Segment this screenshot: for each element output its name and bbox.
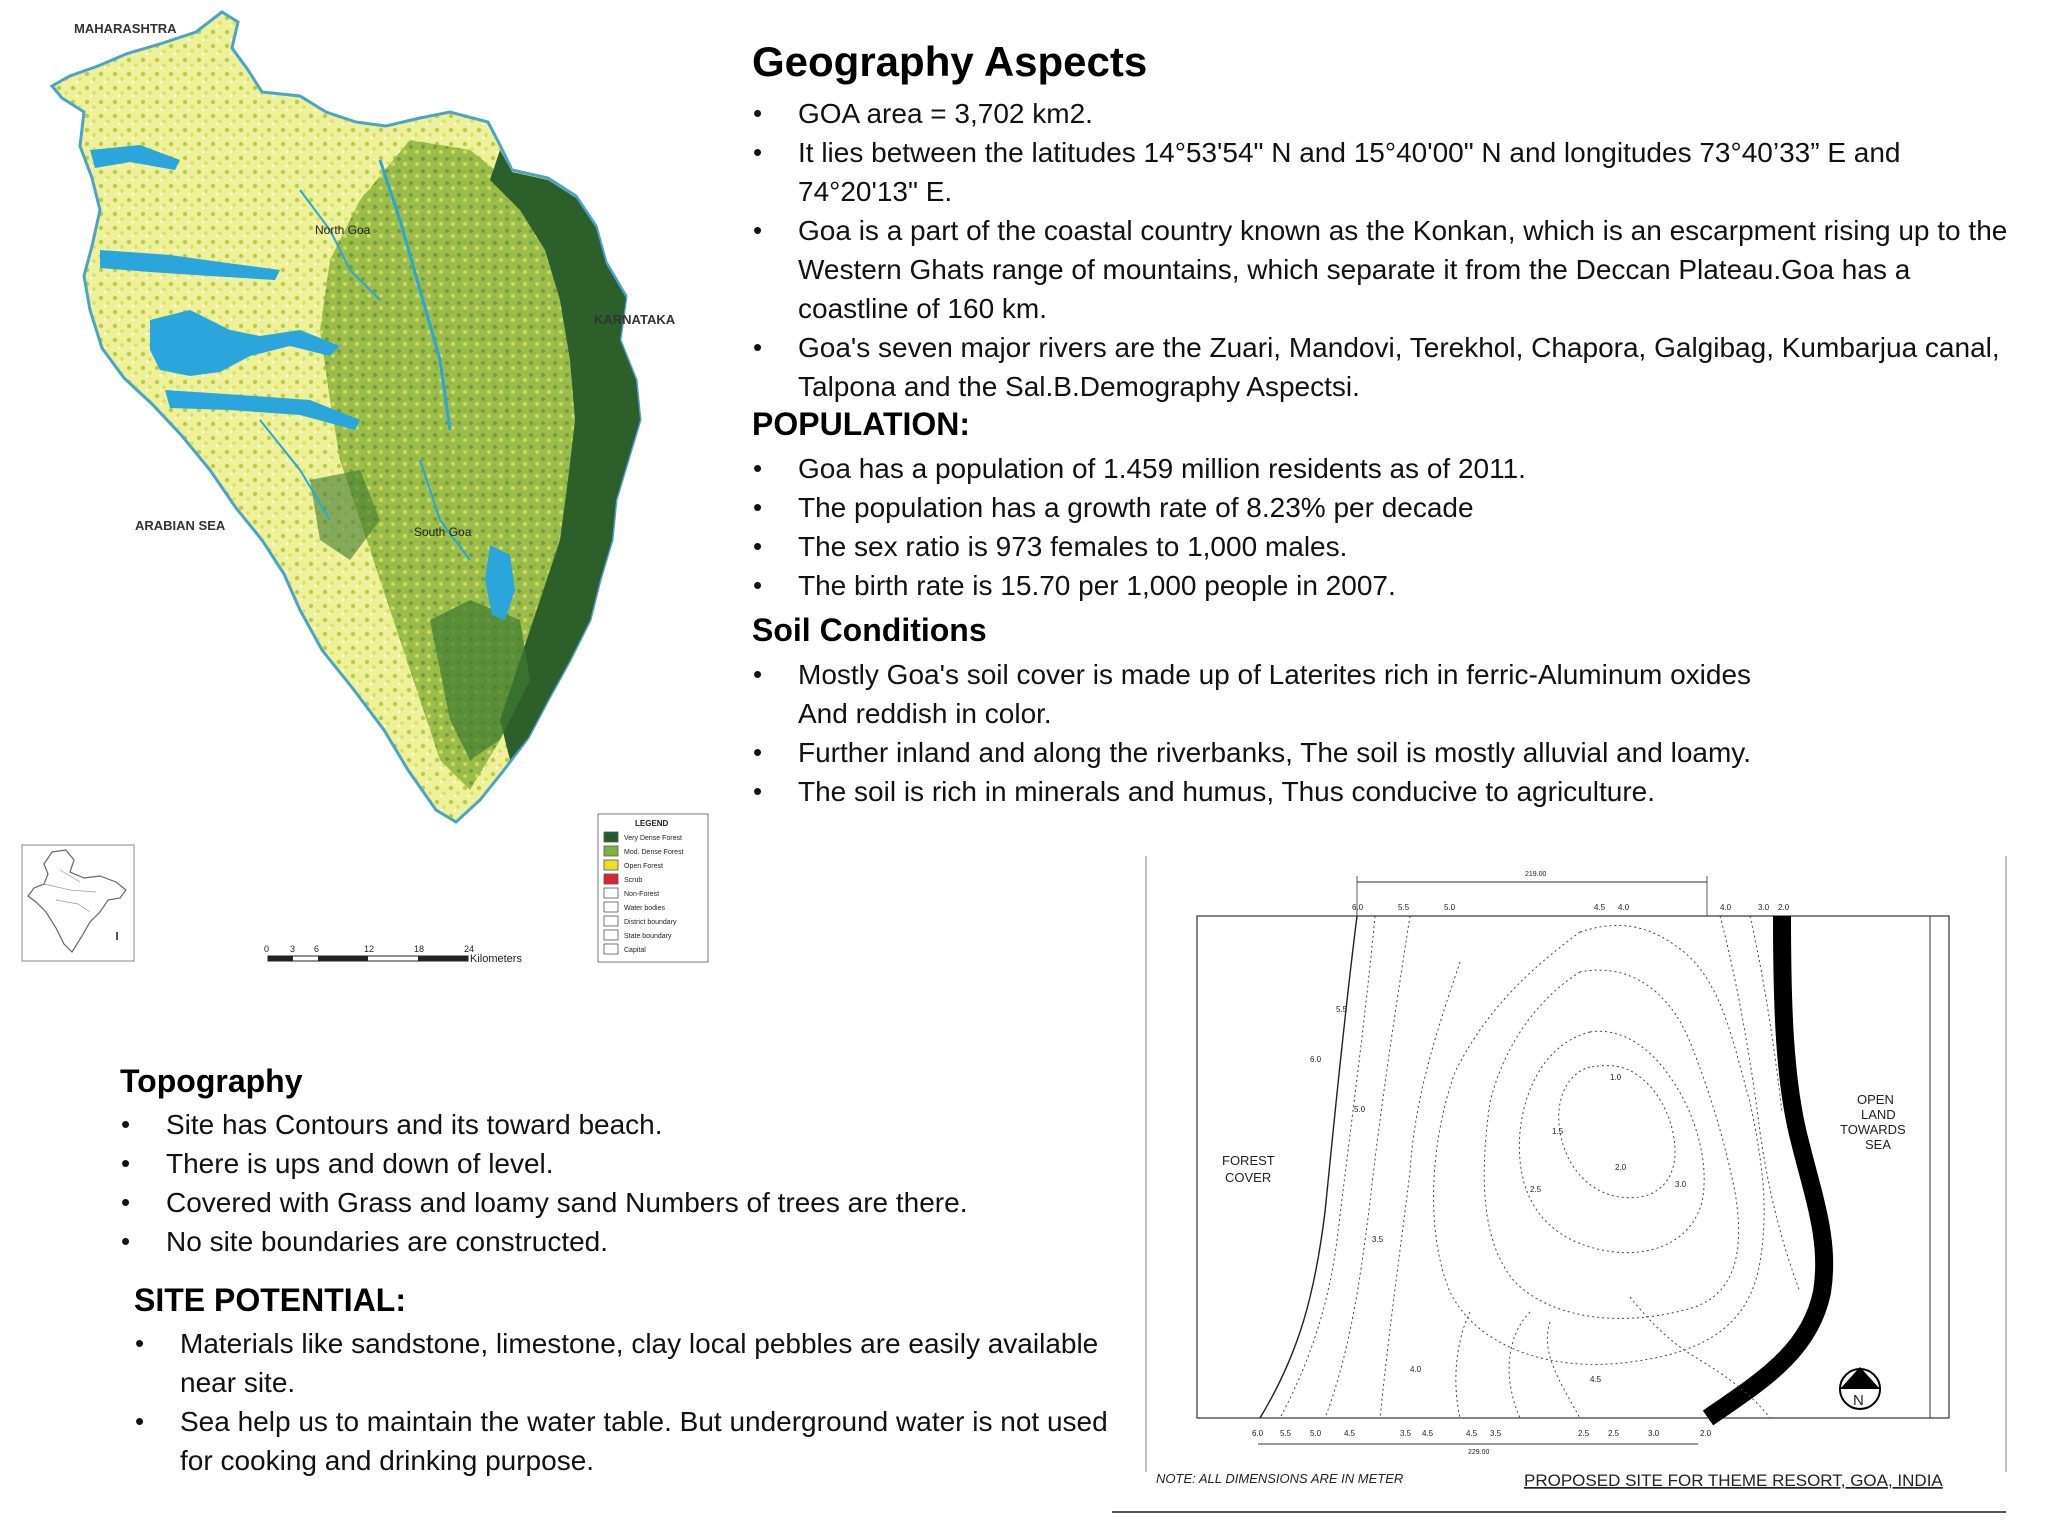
goa-forest-map — [0, 0, 720, 970]
map-scale-bar — [264, 944, 522, 965]
legend-swatch — [604, 832, 618, 842]
level-label: 2.5 — [1578, 1429, 1590, 1438]
site-contour-plan — [1110, 852, 2010, 1520]
contour-label: 3.0 — [1675, 1180, 1687, 1189]
scale-tick-label: 0 — [264, 944, 270, 954]
legend-swatch — [604, 916, 618, 926]
list-item: • The soil is rich in minerals and humus, Thus conducive to agriculture. — [752, 772, 1762, 811]
level-label: 2.0 — [1778, 903, 1790, 912]
list-item: • Materials like sandstone, limestone, clay local pebbles are easily available near site. — [134, 1324, 1109, 1402]
level-label: 3.0 — [1758, 903, 1770, 912]
legend-swatch — [604, 902, 618, 912]
legend-swatch — [604, 846, 618, 856]
list-item: • Mostly Goa's soil cover is made up of Laterites rich in ferric-Aluminum oxides And reddish in color. — [752, 655, 1762, 733]
scale-tick-label: 24 — [464, 944, 475, 954]
level-label: 5.5 — [1398, 903, 1410, 912]
legend-item-label: Mod. Dense Forest — [624, 849, 684, 856]
level-label: 2.0 — [1700, 1429, 1712, 1438]
contour-label: 4.5 — [1590, 1375, 1602, 1384]
scale-tick-label: 12 — [364, 944, 375, 954]
contour-label: 4.0 — [1410, 1365, 1422, 1374]
dimensions-note: NOTE: ALL DIMENSIONS ARE IN METER — [1156, 1471, 1404, 1486]
legend-item-label: Very Dense Forest — [624, 835, 682, 842]
open-land-label-1: OPEN — [1857, 1092, 1894, 1107]
geography-title: Geography Aspects — [752, 38, 1148, 85]
north-label: N — [1853, 1392, 1864, 1409]
list-item: • Site has Contours and its toward beach. — [120, 1105, 1100, 1144]
india-inset-map — [22, 845, 134, 961]
contour-plan-graphic — [1110, 852, 2010, 1520]
population-title: POPULATION: — [752, 406, 971, 442]
list-item: • Goa has a population of 1.459 million residents as of 2011. — [752, 449, 2012, 488]
north-goa-label: North Goa — [315, 223, 371, 237]
maharashtra-label: MAHARASHTRA — [74, 21, 177, 36]
karnataka-label: KARNATAKA — [594, 312, 676, 327]
contour-label: 1.5 — [1552, 1127, 1564, 1136]
level-label: 6.0 — [1352, 903, 1364, 912]
list-item: • The birth rate is 15.70 per 1,000 people in 2007. — [752, 566, 2012, 605]
scale-tick-label: 6 — [314, 944, 320, 954]
open-land-label-3: TOWARDS — [1840, 1122, 1906, 1137]
level-label: 5.5 — [1280, 1429, 1292, 1438]
level-label: 2.5 — [1608, 1429, 1620, 1438]
legend-item-label: State boundary — [624, 933, 672, 940]
contour-label: 5.5 — [1336, 1005, 1348, 1014]
topography-title: Topography — [120, 1063, 303, 1099]
population-bullets — [752, 449, 2012, 605]
goa-map-graphic — [0, 0, 720, 970]
legend-swatch — [604, 944, 618, 954]
list-item: • Goa's seven major rivers are the Zuari, Mandovi, Terekhol, Chapora, Galgibag, Kumbarjua canal, Talpona and the Sal.B.Demography Aspectsi. — [752, 328, 2012, 406]
list-item: • It lies between the latitudes 14°53'54" N and 15°40'00" N and longitudes 73°40’33” E and 74°20'13" E. — [752, 133, 2012, 211]
contour-label: 5.0 — [1354, 1105, 1366, 1114]
topography-bullets — [120, 1105, 1100, 1261]
arabian-sea-label: ARABIAN SEA — [135, 518, 226, 533]
site-potential-title: SITE POTENTIAL: — [134, 1282, 406, 1318]
list-item: • Goa is a part of the coastal country known as the Konkan, which is an escarpment rising up to the Western Ghats range of mountains, which separate it from the Deccan Plateau.Goa has a coastline of 160 km. — [752, 211, 2012, 328]
list-item: • GOA area = 3,702 km2. — [752, 94, 2012, 133]
legend-item-label: Non-Forest — [624, 891, 660, 898]
list-item: • Covered with Grass and loamy sand Numbers of trees are there. — [120, 1183, 1100, 1222]
legend-swatch — [604, 888, 618, 898]
legend-swatch — [604, 860, 618, 870]
contour-label: 2.0 — [1615, 1163, 1627, 1172]
legend-swatch — [604, 874, 618, 884]
level-label: 3.5 — [1400, 1429, 1412, 1438]
contour-label: 3.5 — [1372, 1235, 1384, 1244]
level-label: 4.5 — [1594, 903, 1606, 912]
legend-item-label: Open Forest — [624, 863, 663, 870]
list-item: • No site boundaries are constructed. — [120, 1222, 1100, 1261]
level-label: 4.5 — [1344, 1429, 1356, 1438]
legend-item-label: Capital — [624, 947, 646, 954]
level-label: 4.5 — [1466, 1429, 1478, 1438]
site-caption: PROPOSED SITE FOR THEME RESORT, GOA, INDIA — [1524, 1471, 1943, 1490]
south-goa-label: South Goa — [414, 525, 472, 539]
map-legend — [598, 814, 708, 962]
legend-item-label: District boundary — [624, 919, 677, 926]
scale-unit-label: Kilometers — [470, 953, 522, 965]
forest-cover-label-2: COVER — [1225, 1170, 1272, 1185]
north-arrow-icon — [1840, 1367, 1880, 1409]
level-label: 4.0 — [1720, 903, 1732, 912]
list-item: • The sex ratio is 973 females to 1,000 males. — [752, 527, 2012, 566]
contour-label: 1.0 — [1610, 1073, 1622, 1082]
top-dimension: 219.00 — [1525, 871, 1547, 878]
list-item: • Further inland and along the riverbanks, The soil is mostly alluvial and loamy. — [752, 733, 1762, 772]
forest-cover-label-1: FOREST — [1222, 1153, 1275, 1168]
open-land-label-4: SEA — [1865, 1137, 1892, 1152]
list-item: • Sea help us to maintain the water table. But underground water is not used for cooking and drinking purpose. — [134, 1402, 1109, 1480]
bottom-dimension: 229.00 — [1468, 1449, 1490, 1456]
soil-title: Soil Conditions — [752, 612, 987, 648]
level-label: 4.5 — [1422, 1429, 1434, 1438]
open-land-label-2: LAND — [1861, 1107, 1896, 1122]
geography-bullets — [752, 94, 2012, 406]
list-item: • There is ups and down of level. — [120, 1144, 1100, 1183]
legend-item-label: Scrub — [624, 877, 643, 884]
legend-swatch — [604, 930, 618, 940]
level-label: 3.0 — [1648, 1429, 1660, 1438]
contour-label: 2.5 — [1530, 1185, 1542, 1194]
level-label: 5.0 — [1444, 903, 1456, 912]
legend-item-label: Water bodies — [624, 905, 665, 912]
legend-title: LEGEND — [635, 819, 669, 828]
site-potential-bullets — [134, 1324, 1109, 1480]
scale-tick-label: 18 — [414, 944, 425, 954]
level-label: 5.0 — [1310, 1429, 1322, 1438]
level-label: 3.5 — [1490, 1429, 1502, 1438]
soil-bullets — [752, 655, 1762, 811]
level-label: 4.0 — [1618, 903, 1630, 912]
contour-label: 6.0 — [1310, 1055, 1322, 1064]
level-label: 6.0 — [1252, 1429, 1264, 1438]
list-item: • The population has a growth rate of 8.23% per decade — [752, 488, 2012, 527]
scale-tick-label: 3 — [290, 944, 296, 954]
